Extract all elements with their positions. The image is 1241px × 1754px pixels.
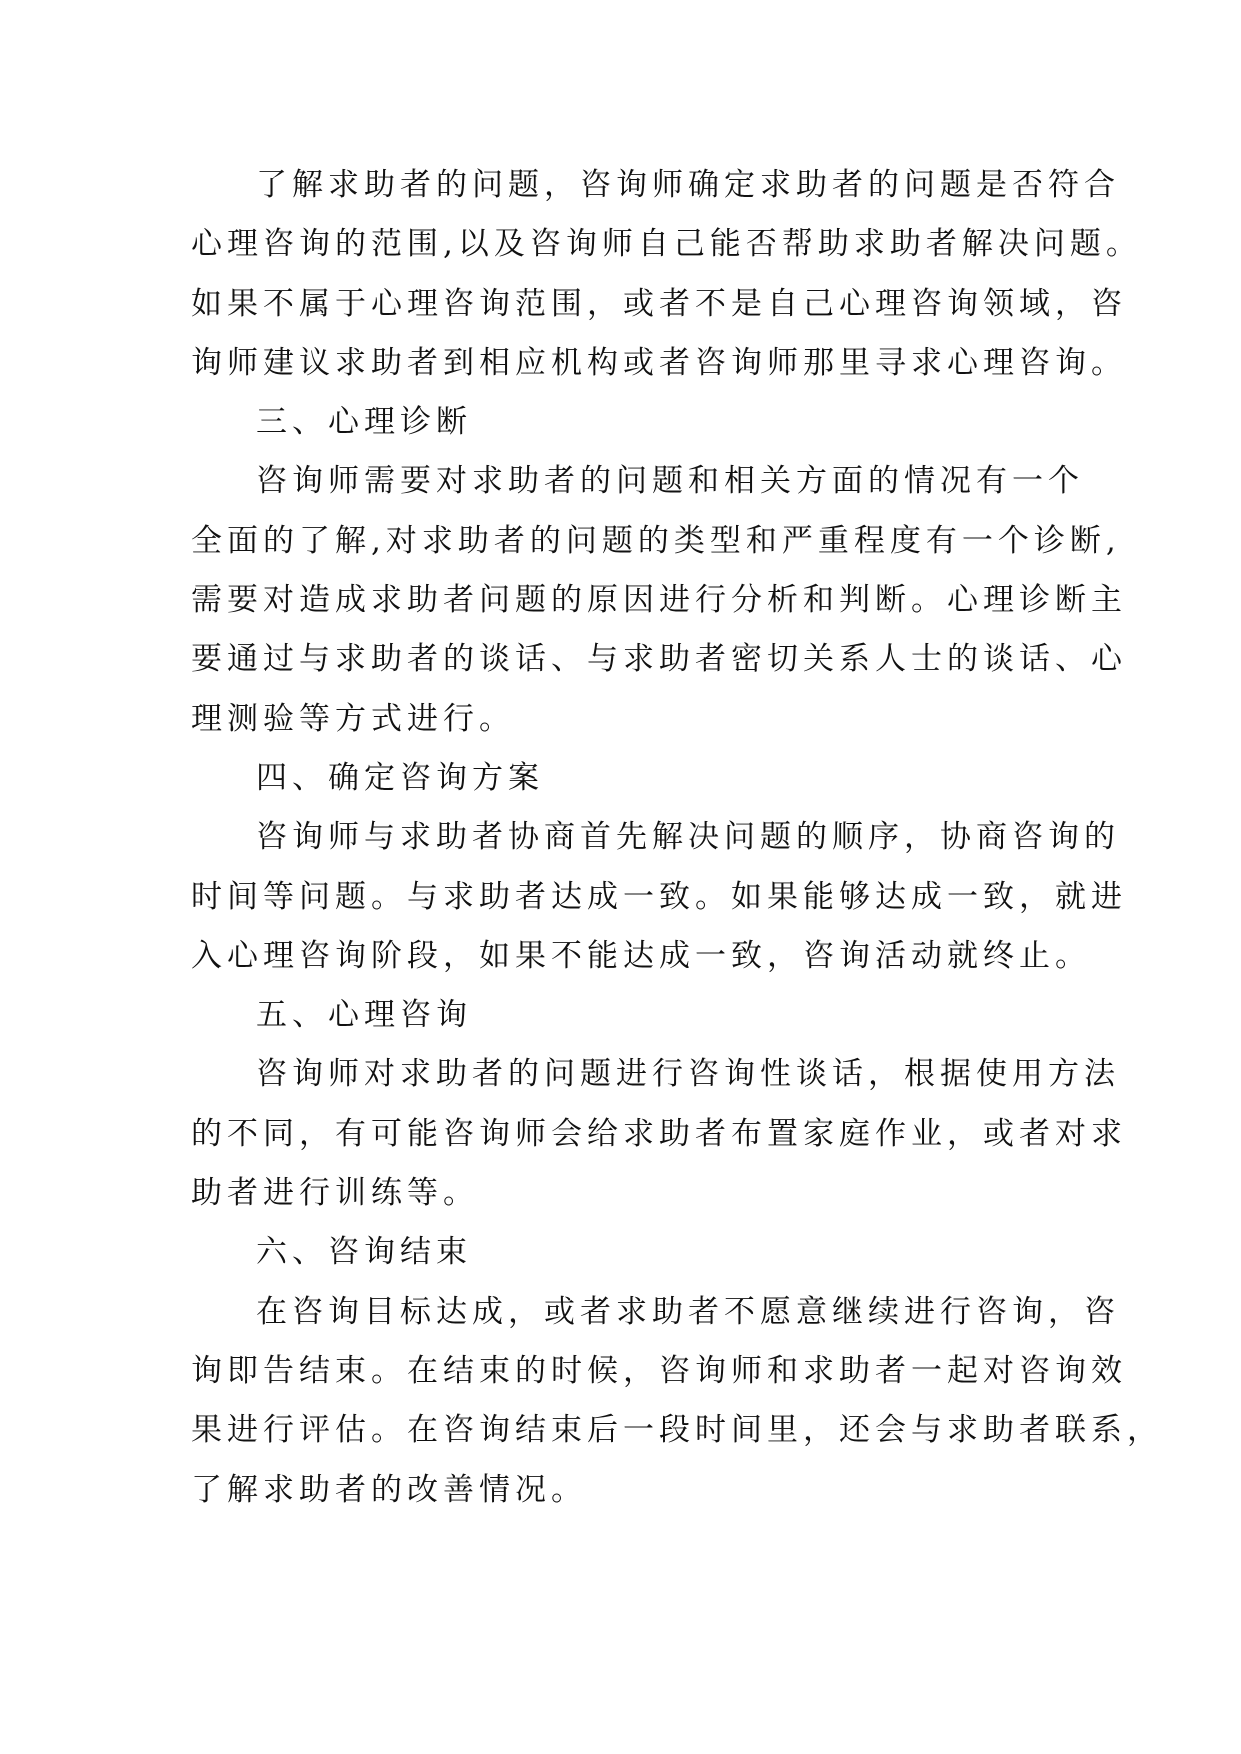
paragraph-line: 了解求助者的问题，咨询师确定求助者的问题是否符合 — [256, 167, 1120, 203]
paragraph-line: 要通过与求助者的谈话、与求助者密切关系人士的谈话、心 — [191, 641, 1127, 678]
paragraph-line: 咨询师需要对求助者的问题和相关方面的情况有一个 — [256, 463, 1084, 500]
section-heading: 三、心理诊断 — [256, 404, 472, 441]
paragraph-line: 询即告结束。在结束的时候，咨询师和求助者一起对咨询效 — [191, 1352, 1127, 1389]
paragraph-line: 了解求助者的改善情况。 — [191, 1471, 587, 1508]
section-heading: 四、确定咨询方案 — [256, 759, 544, 796]
paragraph-line: 咨询师对求助者的问题进行咨询性谈话，根据使用方法 — [256, 1056, 1120, 1093]
paragraph-line: 果进行评估。在咨询结束后一段时间里，还会与求助者联系， — [191, 1412, 1163, 1449]
section-heading: 六、咨询结束 — [256, 1234, 472, 1271]
paragraph-line: 询师建议求助者到相应机构或者咨询师那里寻求心理咨询。 — [191, 344, 1127, 381]
paragraph-line: 理测验等方式进行。 — [191, 700, 515, 737]
paragraph-line: 在咨询目标达成，或者求助者不愿意继续进行咨询，咨 — [256, 1293, 1120, 1330]
paragraph-line: 如果不属于心理咨询范围，或者不是自己心理咨询领域，咨 — [191, 285, 1127, 322]
paragraph-line: 入心理咨询阶段，如果不能达成一致，咨询活动就终止。 — [191, 937, 1091, 974]
paragraph-line: 全面的了解,对求助者的问题的类型和严重程度有一个诊断, — [191, 522, 1121, 559]
paragraph-line: 时间等问题。与求助者达成一致。如果能够达成一致，就进 — [191, 878, 1127, 915]
section-heading: 五、心理咨询 — [256, 997, 472, 1034]
paragraph-line: 的不同，有可能咨询师会给求助者布置家庭作业，或者对求 — [191, 1115, 1127, 1152]
document-body — [191, 156, 1163, 1520]
paragraph-line: 咨询师与求助者协商首先解决问题的顺序，协商咨询的 — [256, 819, 1120, 856]
paragraph-line: 心理咨询的范围,以及咨询师自己能否帮助求助者解决问题。 — [191, 226, 1142, 263]
paragraph-line: 需要对造成求助者问题的原因进行分析和判断。心理诊断主 — [191, 582, 1127, 619]
paragraph-line: 助者进行训练等。 — [191, 1175, 479, 1212]
